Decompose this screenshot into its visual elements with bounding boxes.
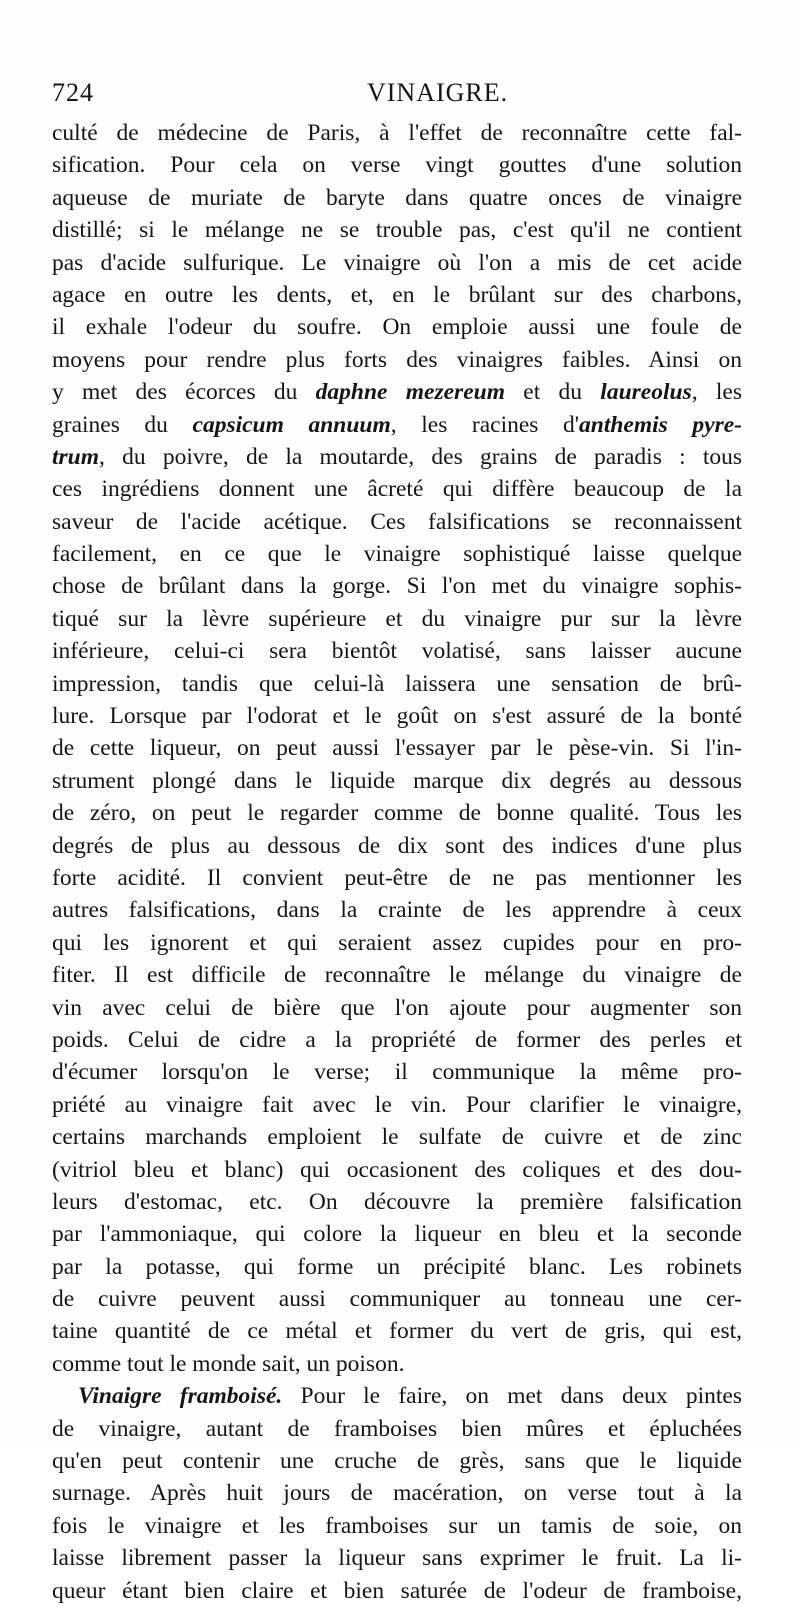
text-line [52, 797, 742, 829]
text-line [52, 700, 742, 732]
line-text: saveur de l'acide acétique. Ces falsifications se reconnaissent [52, 508, 742, 535]
line-text: , les [691, 379, 742, 406]
text-line [52, 1056, 742, 1088]
text-line [52, 603, 742, 635]
line-text: impression, tandis que celui-là laissera une sensation de brû- [52, 670, 742, 697]
line-text: inférieure, celui-ci sera bientôt volatisé, sans laisser aucune [52, 638, 742, 665]
line-text: laisse librement passer la liqueur sans exprimer le fruit. La li- [52, 1545, 742, 1572]
italic-term: capsicum annuum [192, 411, 391, 438]
line-text: lure. Lorsque par l'odorat et le goût on s'est assuré de la bonté [52, 703, 742, 730]
line-text: , du poivre, de la moutarde, des grains de paradis : tous [99, 443, 742, 470]
text-line [52, 149, 742, 181]
page-number: 724 [52, 78, 94, 107]
line-text: strument plongé dans le liquide marque dix degrés au dessous [52, 767, 742, 794]
text-line [52, 1445, 742, 1477]
line-text: priété au vinaigre fait avec le vin. Pour clarifier le vinaigre, [52, 1091, 742, 1118]
text-line [52, 668, 742, 700]
text-line [52, 1186, 742, 1218]
italic-term: daphne mezereum [315, 379, 505, 406]
line-text: par la potasse, qui forme un précipité blanc. Les robinets [52, 1253, 742, 1280]
line-text: aqueuse de muriate de baryte dans quatre onces de vinaigre [52, 184, 742, 211]
text-line [52, 1315, 742, 1347]
line-text: qui les ignorent et qui seraient assez cupides pour en pro- [52, 929, 742, 956]
text-line [52, 473, 742, 505]
line-text: d'écumer lorsqu'on le verse; il communique la même pro- [52, 1059, 742, 1086]
line-text: Pour le faire, on met dans deux pintes [282, 1383, 742, 1410]
text-line [52, 311, 742, 343]
line-text: y met des écorces du [52, 379, 316, 406]
line-text: forte acidité. Il convient peut-être de ne pas mentionner les [52, 864, 742, 891]
text-line [52, 830, 742, 862]
line-text: ces ingrédiens donnent une âcreté qui diffère beaucoup de la [52, 476, 742, 503]
text-line [52, 1251, 742, 1283]
text-line [52, 1089, 742, 1121]
line-text: distillé; si le mélange ne se trouble pas, c'est qu'il ne contient [52, 217, 742, 244]
italic-term: anthemis pyre- [579, 411, 742, 438]
text-line [52, 1380, 742, 1412]
text-line [52, 1283, 742, 1315]
text-line [52, 506, 742, 538]
line-text: graines du [52, 411, 193, 438]
text-line [52, 538, 742, 570]
text-line [52, 894, 742, 926]
line-text: pas d'acide sulfurique. Le vinaigre où l'on a mis de cet acide [52, 249, 742, 276]
text-line [52, 1218, 742, 1250]
text-line [52, 927, 742, 959]
line-text: par l'ammoniaque, qui colore la liqueur en bleu et la seconde [52, 1221, 742, 1248]
line-text: , les racines d' [390, 411, 580, 438]
text-line [52, 1510, 742, 1542]
line-text: poids. Celui de cidre a la propriété de former des perles et [52, 1026, 742, 1053]
text-line [52, 570, 742, 602]
text-line [52, 376, 742, 408]
text-line [52, 182, 742, 214]
line-text: qu'en peut contenir une cruche de grès, sans que le liquide [52, 1448, 742, 1475]
line-text: sification. Pour cela on verse vingt gouttes d'une solution [52, 152, 742, 179]
text-line [52, 635, 742, 667]
line-text: de cette liqueur, on peut aussi l'essayer par le pèse-vin. Si l'in- [52, 735, 742, 762]
line-text: facilement, en ce que le vinaigre sophistiqué laisse quelque [52, 541, 742, 568]
text-line [52, 959, 742, 991]
line-text: de cuivre peuvent aussi communiquer au tonneau une cer- [52, 1286, 742, 1313]
italic-term: laureolus [600, 379, 692, 406]
text-line [52, 765, 742, 797]
text-line [52, 1154, 742, 1186]
line-text: comme tout le monde sait, un poison. [52, 1350, 405, 1377]
text-line [52, 1413, 742, 1445]
line-text: de vinaigre, autant de framboises bien mûres et épluchées [52, 1415, 742, 1442]
line-text: fois le vinaigre et les framboises sur un tamis de soie, on [52, 1512, 742, 1539]
text-line [52, 409, 742, 441]
line-text: certains marchands emploient le sulfate de cuivre et de zinc [52, 1124, 742, 1151]
italic-term: trum [52, 443, 100, 470]
line-text: vin avec celui de bière que l'on ajoute pour augmenter son [52, 994, 742, 1021]
text-line [52, 992, 742, 1024]
line-text: leurs d'estomac, etc. On découvre la première falsification [52, 1188, 742, 1215]
line-text: culté de médecine de Paris, à l'effet de reconnaître cette fal- [52, 120, 742, 146]
body-text [52, 117, 742, 1607]
text-line [52, 1542, 742, 1574]
text-line [52, 214, 742, 246]
text-line [52, 1477, 742, 1509]
text-line [52, 1575, 742, 1607]
text-line [52, 1348, 742, 1380]
running-title: VINAIGRE. [367, 78, 509, 107]
line-text: il exhale l'odeur du soufre. On emploie aussi une foule de [52, 314, 742, 341]
text-line [52, 279, 742, 311]
line-text: (vitriol bleu et blanc) qui occasionent des coliques et des dou- [52, 1156, 742, 1183]
text-line [52, 1024, 742, 1056]
text-line [52, 344, 742, 376]
line-text: autres falsifications, dans la crainte de les apprendre à ceux [52, 897, 742, 924]
line-text: chose de brûlant dans la gorge. Si l'on met du vinaigre sophis- [52, 573, 742, 600]
line-text: fiter. Il est difficile de reconnaître le mélange du vinaigre de [52, 962, 742, 989]
page-header [52, 78, 742, 112]
line-text: agace en outre les dents, et, en le brûlant sur des charbons, [52, 281, 742, 308]
text-line [52, 247, 742, 279]
line-text: queur étant bien claire et bien saturée de l'odeur de framboise, [52, 1577, 742, 1604]
section-heading: Vinaigre framboisé. [78, 1383, 283, 1410]
line-text: et du [504, 379, 601, 406]
text-line [52, 862, 742, 894]
text-line [52, 441, 742, 473]
text-line [52, 732, 742, 764]
line-text: degrés de plus au dessous de dix sont des indices d'une plus [52, 832, 742, 859]
line-text: taine quantité de ce métal et former du vert de gris, qui est, [52, 1318, 742, 1345]
line-text: moyens pour rendre plus forts des vinaigres faibles. Ainsi on [52, 346, 742, 373]
text-line [52, 1121, 742, 1153]
line-text: surnage. Après huit jours de macération, on verse tout à la [52, 1480, 742, 1507]
line-text: de zéro, on peut le regarder comme de bonne qualité. Tous les [52, 800, 742, 827]
text-line [52, 117, 742, 149]
line-text: tiqué sur la lèvre supérieure et du vinaigre pur sur la lèvre [52, 605, 742, 632]
